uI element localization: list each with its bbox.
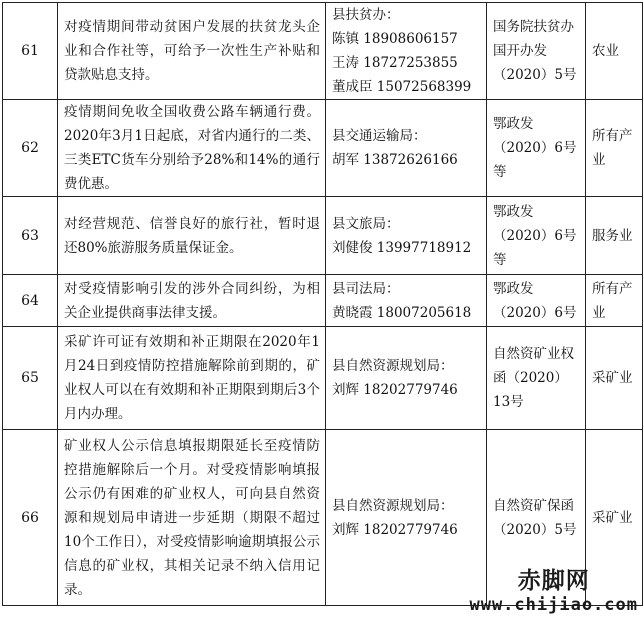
table-row — [3, 100, 643, 197]
contact-cell — [326, 100, 487, 197]
industry: 所有产业 — [586, 100, 643, 197]
table-row — [3, 197, 643, 275]
document-number: 自然资矿业权函（2020）13号 — [487, 327, 586, 430]
contact-line: 王涛 18727253855 — [332, 55, 458, 71]
contact-line: 县司法局： — [332, 280, 400, 297]
document-number: 自然资矿保函（2020）5号 — [487, 430, 586, 606]
table-row — [3, 327, 643, 430]
contact-line: 刘辉 18202779746 — [332, 521, 458, 538]
contact-cell — [326, 327, 487, 430]
contact-line: 董成臣 15072568399 — [332, 79, 472, 95]
table-row — [3, 275, 643, 327]
row-number: 66 — [3, 430, 58, 606]
industry: 农业 — [586, 3, 643, 100]
contact-line: 县扶贫办： — [332, 7, 400, 23]
policy-content: 对疫情期间带动贫困户发展的扶贫龙头企业和合作社等，可给予一次性生产补贴和贷款贴息支持。 — [58, 3, 326, 100]
row-number: 62 — [3, 100, 58, 197]
document-number: 鄂政发（2020）6号等 — [487, 100, 586, 197]
row-number: 64 — [3, 275, 58, 327]
contact-cell — [326, 3, 487, 100]
industry: 采矿业 — [586, 430, 643, 606]
document-number: 国务院扶贫办国开办发（2020）5号 — [487, 3, 586, 100]
policy-content: 对经营规范、信誉良好的旅行社，暂时退还80%旅游服务质量保证金。 — [58, 197, 326, 275]
contact-cell — [326, 430, 487, 606]
table-row — [3, 430, 643, 606]
industry: 采矿业 — [586, 327, 643, 430]
row-number: 63 — [3, 197, 58, 275]
row-number: 61 — [3, 3, 58, 100]
row-number: 65 — [3, 327, 58, 430]
policy-content: 矿业权人公示信息填报期限延长至疫情防控措施解除后一个月。对受疫情影响填报公示仍有困难的矿业权人，可向县自然资源和规划局申请进一步延期（期限不超过10个工作日），对受疫情影响逾期填报公示信息的矿业权，其相关记录不纳入信用记录。 — [58, 430, 326, 606]
contact-line: 胡军 13872626166 — [332, 152, 458, 168]
contact-line: 刘辉 18202779746 — [332, 382, 458, 398]
contact-cell — [326, 197, 487, 275]
contact-line: 陈镇 18908606157 — [332, 31, 458, 47]
contact-line: 黄晓霞 18007205618 — [332, 304, 472, 321]
contact-line: 刘健俊 13997718912 — [332, 239, 472, 256]
contact-line: 县文旅局： — [332, 215, 400, 232]
industry: 服务业 — [586, 197, 643, 275]
watermark-url: www.chijiao.com — [469, 595, 638, 615]
watermark-name: 赤脚网 — [517, 568, 590, 594]
contact-line: 县交通运输局： — [332, 128, 427, 144]
industry: 所有产业 — [586, 275, 643, 327]
document-number: 鄂政发（2020）6号等 — [487, 197, 586, 275]
contact-line: 县自然资源规划局： — [332, 497, 454, 514]
table-row — [3, 3, 643, 100]
policy-content: 对受疫情影响引发的涉外合同纠纷，为相关企业提供商事法律支援。 — [58, 275, 326, 327]
contact-cell — [326, 275, 487, 327]
document-number: 鄂政发（2020）6号 — [487, 275, 586, 327]
policy-table — [2, 2, 643, 606]
contact-line: 县自然资源规划局： — [332, 358, 454, 374]
policy-content: 采矿许可证有效期和补正期限在2020年1月24日到疫情防控措施解除前到期的，矿业权人可以在有效期和补正期限到期后3个月内办理。 — [58, 327, 326, 430]
policy-content: 疫情期间免收全国收费公路车辆通行费。2020年3月1日起底，对省内通行的二类、三类ETC货车分别给予28%和14%的通行费优惠。 — [58, 100, 326, 197]
